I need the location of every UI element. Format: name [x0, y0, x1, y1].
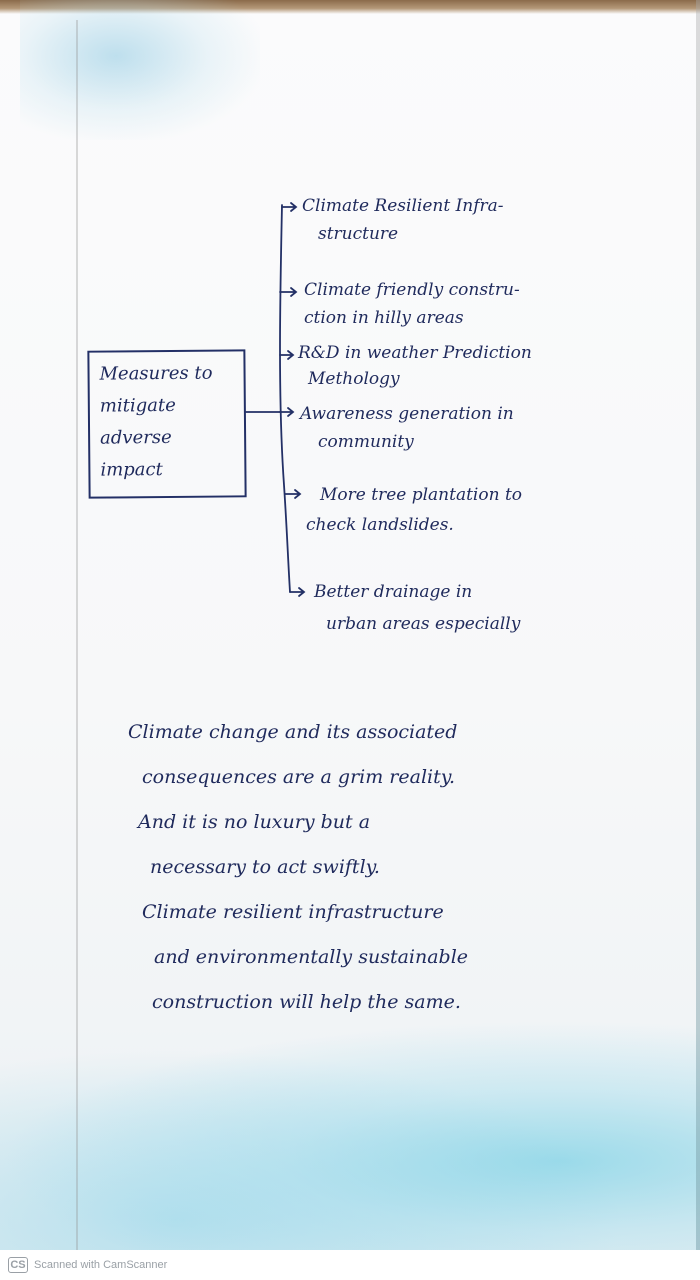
- scanner-footer: [0, 1250, 700, 1280]
- scanner-watermark-text: Scanned with CamScanner: [34, 1259, 168, 1271]
- conclusion-line: consequences are a grim reality.: [142, 766, 455, 788]
- branch-item-awareness: [300, 400, 514, 456]
- branch-arrow-3: [280, 351, 293, 359]
- box-label-line: impact: [100, 459, 163, 481]
- camscanner-logo-icon: CS: [8, 1257, 28, 1273]
- conclusion-line: Climate resilient infrastructure: [142, 901, 444, 923]
- branch-item-research: [298, 340, 532, 392]
- branch-text: More tree plantation to: [320, 485, 523, 505]
- box-label-line: mitigate: [99, 394, 176, 417]
- branch-item-infrastructure: [302, 192, 504, 248]
- conclusion-line: And it is no luxury but a: [138, 811, 371, 833]
- branch-text: Methology: [308, 369, 400, 389]
- box-label-line: adverse: [100, 426, 172, 449]
- trunk-line: [280, 205, 290, 592]
- branch-arrow-5: [285, 490, 300, 498]
- branch-text: structure: [318, 224, 399, 244]
- branch-text: check landslides.: [306, 515, 454, 535]
- branch-text: Better drainage in: [314, 582, 473, 602]
- branch-arrow-6: [290, 588, 304, 596]
- conclusion-line: necessary to act swiftly.: [150, 856, 380, 878]
- branch-text: community: [318, 432, 414, 452]
- branch-text: Awareness generation in: [300, 404, 514, 424]
- branch-text: R&D in weather Prediction: [298, 343, 532, 363]
- conclusion-line: construction will help the same.: [152, 991, 461, 1013]
- branch-arrow-1: [282, 203, 296, 211]
- branch-text: Climate Resilient Infra-: [302, 196, 504, 216]
- box-label-line: Measures to: [99, 362, 213, 385]
- central-concept-box: [87, 349, 246, 498]
- branch-arrow-2: [280, 288, 296, 296]
- conclusion-paragraph: [128, 710, 468, 1025]
- central-concept-label: [99, 357, 240, 486]
- branch-arrow-4: [280, 408, 293, 416]
- branch-item-drainage: [314, 576, 520, 640]
- branch-text: ction in hilly areas: [304, 308, 464, 328]
- branch-item-construction: [304, 276, 520, 332]
- conclusion-line: Climate change and its associated: [128, 721, 458, 743]
- branch-text: urban areas especially: [326, 614, 521, 634]
- branch-text: Climate friendly constru-: [304, 280, 520, 300]
- conclusion-line: and environmentally sustainable: [154, 946, 469, 968]
- branch-item-plantation: [306, 480, 522, 540]
